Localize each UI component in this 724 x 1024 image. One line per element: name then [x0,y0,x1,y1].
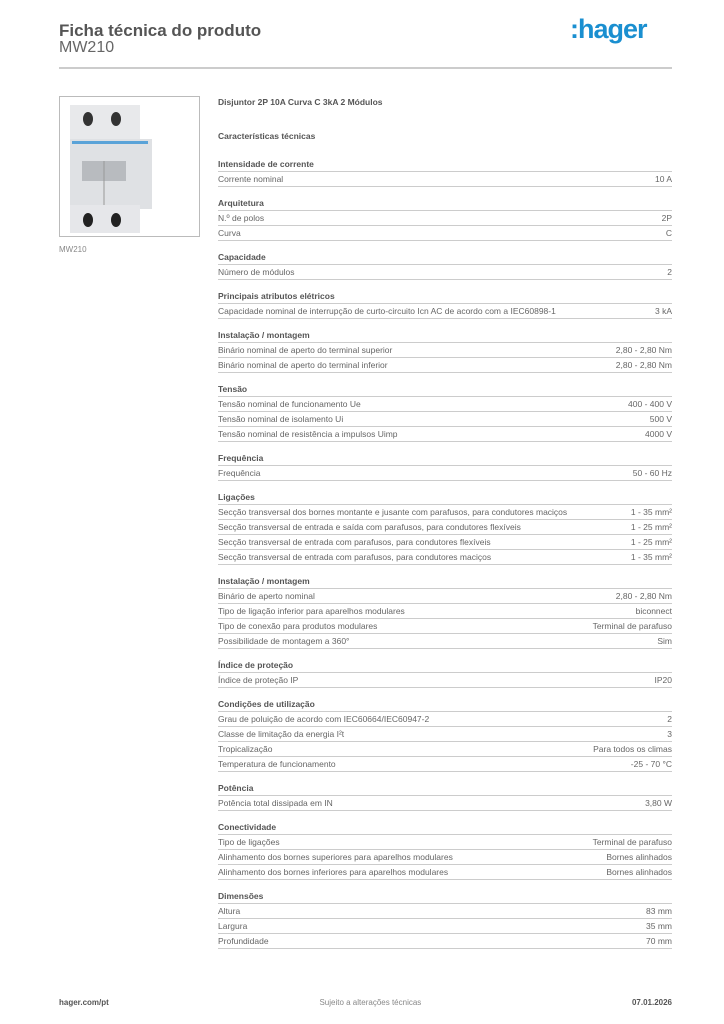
spec-value: 500 V [649,414,672,424]
spec-section [218,156,672,187]
section-title: Capacidade [218,249,672,265]
spec-label: Binário nominal de aperto do terminal inferior [218,360,388,370]
section-title: Principais atributos elétricos [218,288,672,304]
spec-row [218,712,672,727]
spec-value: 50 - 60 Hz [632,468,672,478]
spec-section [218,696,672,772]
section-title: Intensidade de corrente [218,156,672,172]
spec-label: Binário de aperto nominal [218,591,315,601]
spec-value: 3 [667,729,672,739]
spec-value: Bornes alinhados [606,867,672,877]
spec-row [218,757,672,772]
footer-website[interactable]: hager.com/pt [59,998,109,1007]
spec-label: Tipo de conexão para produtos modulares [218,621,378,631]
spec-section [218,288,672,319]
spec-row [218,412,672,427]
spec-value: 2,80 - 2,80 Nm [615,591,672,601]
spec-label: Número de módulos [218,267,295,277]
spec-row [218,397,672,412]
spec-row [218,520,672,535]
spec-section [218,489,672,565]
spec-label: Alinhamento dos bornes inferiores para aparelhos modulares [218,867,449,877]
spec-value: 1 - 35 mm² [630,552,672,562]
spec-label: Profundidade [218,936,269,946]
spec-label: Curva [218,228,241,238]
spec-row [218,904,672,919]
section-title: Ligações [218,489,672,505]
spec-label: Secção transversal de entrada com parafusos, para condutores maciços [218,552,492,562]
spec-value: 2P [661,213,672,223]
spec-row [218,742,672,757]
spec-row [218,226,672,241]
spec-row [218,535,672,550]
spec-label: Possibilidade de montagem a 360° [218,636,350,646]
spec-row [218,427,672,442]
spec-label: Capacidade nominal de interrupção de curto-circuito Icn AC de acordo com a IEC60898-1 [218,306,556,316]
characteristics-heading: Características técnicas [218,131,316,141]
spec-section [218,195,672,241]
spec-value: 35 mm [646,921,672,931]
spec-value: 3 kA [654,306,672,316]
section-title: Frequência [218,450,672,466]
spec-value: 70 mm [646,936,672,946]
spec-section [218,573,672,649]
section-title: Índice de proteção [218,657,672,673]
spec-label: Secção transversal de entrada com parafusos, para condutores flexíveis [218,537,491,547]
spec-value: 2,80 - 2,80 Nm [615,360,672,370]
spec-label: Corrente nominal [218,174,284,184]
footer-disclaimer: Sujeito a alterações técnicas [319,998,422,1007]
header-divider [59,67,672,69]
spec-label: Tipo de ligação inferior para aparelhos modulares [218,606,405,616]
spec-row [218,265,672,280]
circuit-breaker-icon [60,97,199,236]
spec-label: Tensão nominal de resistência a impulsos Uimp [218,429,398,439]
spec-row [218,865,672,880]
spec-label: Índice de proteção IP [218,675,299,685]
spec-row [218,634,672,649]
section-title: Arquitetura [218,195,672,211]
footer-date: 07.01.2026 [631,998,672,1007]
spec-content [218,96,672,957]
spec-section [218,381,672,442]
spec-label: Temperatura de funcionamento [218,759,336,769]
spec-section [218,327,672,373]
spec-value: 4000 V [645,429,672,439]
spec-label: Largura [218,921,248,931]
spec-row [218,304,672,319]
spec-label: Secção transversal dos bornes montante e jusante com parafusos, para condutores maciços [218,507,568,517]
spec-label: Tropicalização [218,744,273,754]
spec-section [218,888,672,949]
section-title: Potência [218,780,672,796]
spec-value: Terminal de parafuso [592,837,672,847]
spec-label: Alinhamento dos bornes superiores para aparelhos modulares [218,852,453,862]
spec-value: biconnect [635,606,672,616]
spec-label: Grau de poluição de acordo com IEC60664/IEC60947-2 [218,714,430,724]
spec-label: Tensão nominal de funcionamento Ue [218,399,361,409]
spec-value: 83 mm [646,906,672,916]
spec-value: Sim [657,636,672,646]
page-title: Ficha técnica do produto [59,21,262,40]
spec-row [218,358,672,373]
spec-sections [218,156,672,949]
spec-row [218,673,672,688]
spec-section [218,657,672,688]
spec-value: Terminal de parafuso [592,621,672,631]
spec-value: C [665,228,672,238]
spec-value: 2 [667,267,672,277]
spec-row [218,343,672,358]
spec-section [218,249,672,280]
spec-section [218,450,672,481]
spec-value: 400 - 400 V [628,399,672,409]
spec-label: Binário nominal de aperto do terminal superior [218,345,393,355]
spec-value: 1 - 25 mm² [630,537,672,547]
spec-row [218,850,672,865]
spec-row [218,505,672,520]
spec-row [218,727,672,742]
section-title: Conectividade [218,819,672,835]
spec-value: -25 - 70 °C [630,759,672,769]
section-title: Tensão [218,381,672,397]
spec-row [218,934,672,949]
spec-row [218,172,672,187]
spec-label: N.º de polos [218,213,265,223]
spec-row [218,604,672,619]
spec-section [218,819,672,880]
spec-value: 1 - 35 mm² [630,507,672,517]
image-caption: MW210 [59,245,87,254]
spec-row [218,550,672,565]
spec-label: Altura [218,906,241,916]
product-image [59,96,200,237]
spec-row [218,796,672,811]
spec-label: Frequência [218,468,261,478]
spec-value: 3,80 W [645,798,672,808]
section-title: Dimensões [218,888,672,904]
section-title: Instalação / montagem [218,327,672,343]
product-name: Disjuntor 2P 10A Curva C 3kA 2 Módulos [218,97,383,107]
spec-value: 2 [667,714,672,724]
spec-row [218,835,672,850]
section-title: Instalação / montagem [218,573,672,589]
product-code: MW210 [59,39,115,56]
spec-label: Potência total dissipada em IN [218,798,333,808]
section-title: Condições de utilização [218,696,672,712]
spec-row [218,919,672,934]
spec-label: Classe de limitação da energia I²t [218,729,345,739]
spec-value: Bornes alinhados [606,852,672,862]
spec-section [218,780,672,811]
spec-value: IP20 [654,675,672,685]
spec-row [218,466,672,481]
spec-value: 2,80 - 2,80 Nm [615,345,672,355]
spec-label: Tipo de ligações [218,837,280,847]
spec-row [218,211,672,226]
footer [59,998,672,1007]
spec-value: 10 A [654,174,672,184]
spec-label: Tensão nominal de isolamento Ui [218,414,344,424]
spec-value: 1 - 25 mm² [630,522,672,532]
spec-label: Secção transversal de entrada e saída com parafusos, para condutores flexíveis [218,522,521,532]
spec-value: Para todos os climas [593,744,672,754]
spec-row [218,619,672,634]
hager-logo: :hager [570,14,647,44]
spec-row [218,589,672,604]
